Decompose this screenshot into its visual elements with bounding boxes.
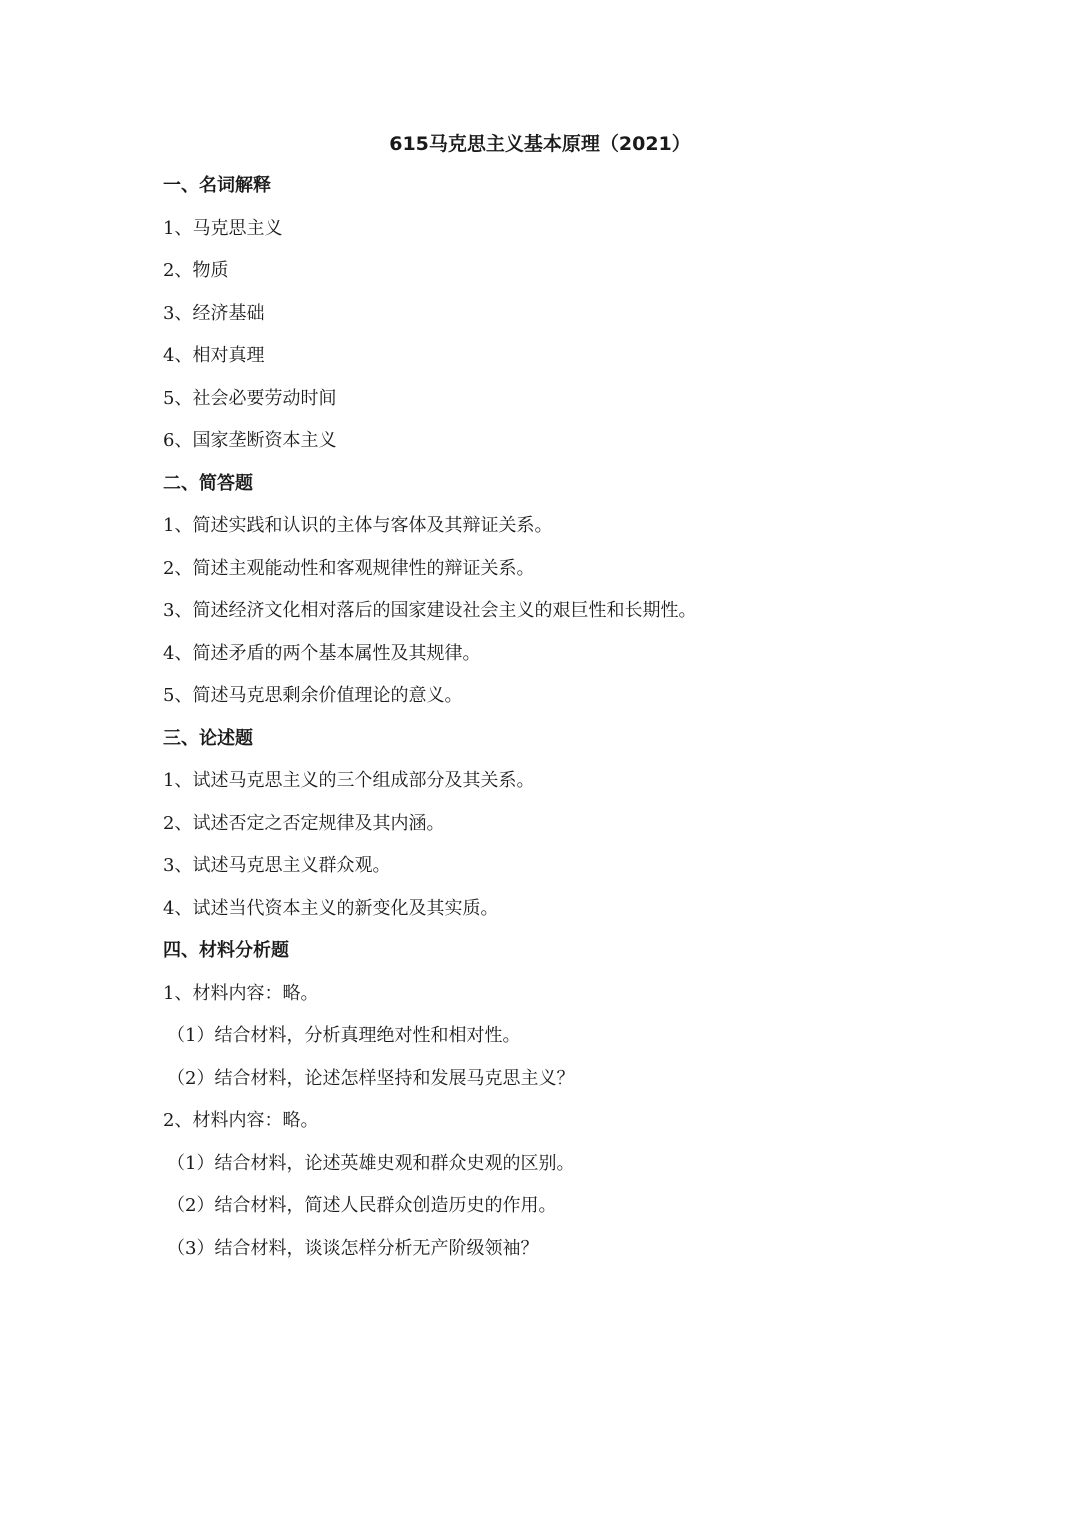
list-item: 3、试述马克思主义群众观。	[163, 855, 391, 876]
list-item: 3、简述经济文化相对落后的国家建设社会主义的艰巨性和长期性。	[163, 600, 697, 621]
list-item: （1）结合材料，分析真理绝对性和相对性。	[167, 1025, 521, 1046]
list-item: 4、试述当代资本主义的新变化及其实质。	[163, 897, 499, 919]
list-item: 3、经济基础	[163, 302, 265, 324]
list-item: 2、材料内容：略。	[163, 1110, 319, 1131]
exam-content	[163, 171, 963, 1276]
list-item: 4、简述矛盾的两个基本属性及其规律。	[163, 642, 481, 664]
list-item: 1、试述马克思主义的三个组成部分及其关系。	[163, 770, 535, 791]
list-item: 1、马克思主义	[163, 217, 283, 239]
list-item: 2、物质	[163, 260, 229, 281]
section-heading-terms: 一、名词解释	[163, 175, 271, 196]
list-item: 5、社会必要劳动时间	[163, 387, 337, 409]
list-item: 4、相对真理	[163, 345, 265, 366]
list-item: （2）结合材料，简述人民群众创造历史的作用。	[167, 1195, 557, 1216]
section-heading-material-analysis: 四、材料分析题	[163, 940, 289, 961]
list-item: 2、试述否定之否定规律及其内涵。	[163, 812, 445, 834]
list-item: （2）结合材料，论述怎样坚持和发展马克思主义？	[167, 1067, 575, 1089]
section-heading-essay: 三、论述题	[163, 727, 253, 749]
list-item: 1、简述实践和认识的主体与客体及其辩证关系。	[163, 515, 553, 536]
page-title: 615马克思主义基本原理（2021）	[389, 133, 691, 155]
list-item: 6、国家垄断资本主义	[163, 430, 337, 451]
list-item: （3）结合材料，谈谈怎样分析无产阶级领袖？	[167, 1237, 539, 1259]
section-heading-short-answer: 二、简答题	[163, 472, 253, 494]
list-item: （1）结合材料，论述英雄史观和群众史观的区别。	[167, 1152, 575, 1174]
list-item: 2、简述主观能动性和客观规律性的辩证关系。	[163, 557, 535, 579]
list-item: 1、材料内容：略。	[163, 982, 319, 1004]
list-item: 5、简述马克思剩余价值理论的意义。	[163, 685, 463, 706]
